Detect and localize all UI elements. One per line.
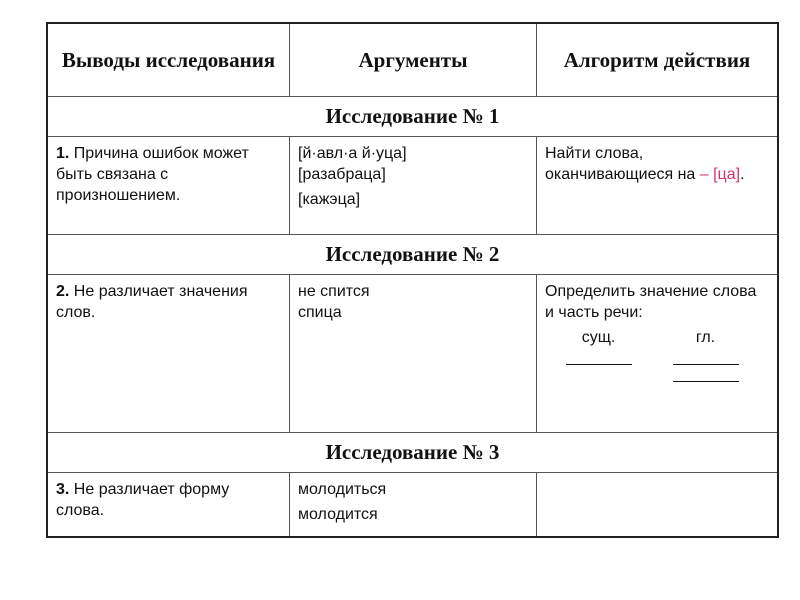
finding-cell: [47, 473, 290, 537]
arguments-cell: [290, 275, 537, 433]
header-algorithm: Алгоритм действия: [537, 23, 779, 97]
research-table: [46, 22, 779, 538]
section-title: Исследование № 3: [47, 433, 778, 473]
finding-text: Причина ошибок может быть связана с произношением.: [56, 145, 249, 204]
blank-line: [673, 381, 739, 382]
algorithm-cell: [537, 275, 779, 433]
blank-line: [566, 364, 632, 365]
arguments-cell: [290, 473, 537, 537]
argument: не спится: [298, 283, 370, 300]
argument: молодиться: [298, 481, 387, 498]
finding-cell: [47, 275, 290, 433]
header-findings: Выводы исследования: [47, 23, 290, 97]
finding-cell: [47, 137, 290, 235]
argument: [кажэца]: [298, 191, 361, 208]
algorithm-end: .: [740, 166, 745, 183]
algorithm-cell-empty: [537, 473, 779, 537]
section-title: Исследование № 1: [47, 97, 778, 137]
algorithm-cell: [537, 137, 779, 235]
algorithm-highlight: – [ца]: [699, 166, 741, 183]
pos-noun: сущ.: [581, 329, 616, 346]
blank-line: [673, 364, 739, 365]
algorithm-text: Найти слова, оканчивающиеся на: [545, 145, 700, 183]
pos-verb: гл.: [695, 329, 716, 346]
arguments-cell: [290, 137, 537, 235]
argument: спица: [298, 304, 342, 321]
finding-text: Не различает форму слова.: [56, 481, 230, 519]
argument: [разабраца]: [298, 166, 386, 183]
header-arguments: Аргументы: [290, 23, 537, 97]
algorithm-text: Определить значение слова и часть речи:: [545, 283, 757, 321]
part-of-speech-columns: [545, 327, 769, 382]
section-title: Исследование № 2: [47, 235, 778, 275]
finding-number: 3.: [56, 481, 70, 498]
argument: [й·авл·а й·уца]: [298, 145, 407, 162]
argument: молодится: [298, 506, 378, 523]
finding-number: 1.: [56, 145, 70, 162]
finding-number: 2.: [56, 283, 70, 300]
finding-text: Не различает значения слов.: [56, 283, 248, 321]
